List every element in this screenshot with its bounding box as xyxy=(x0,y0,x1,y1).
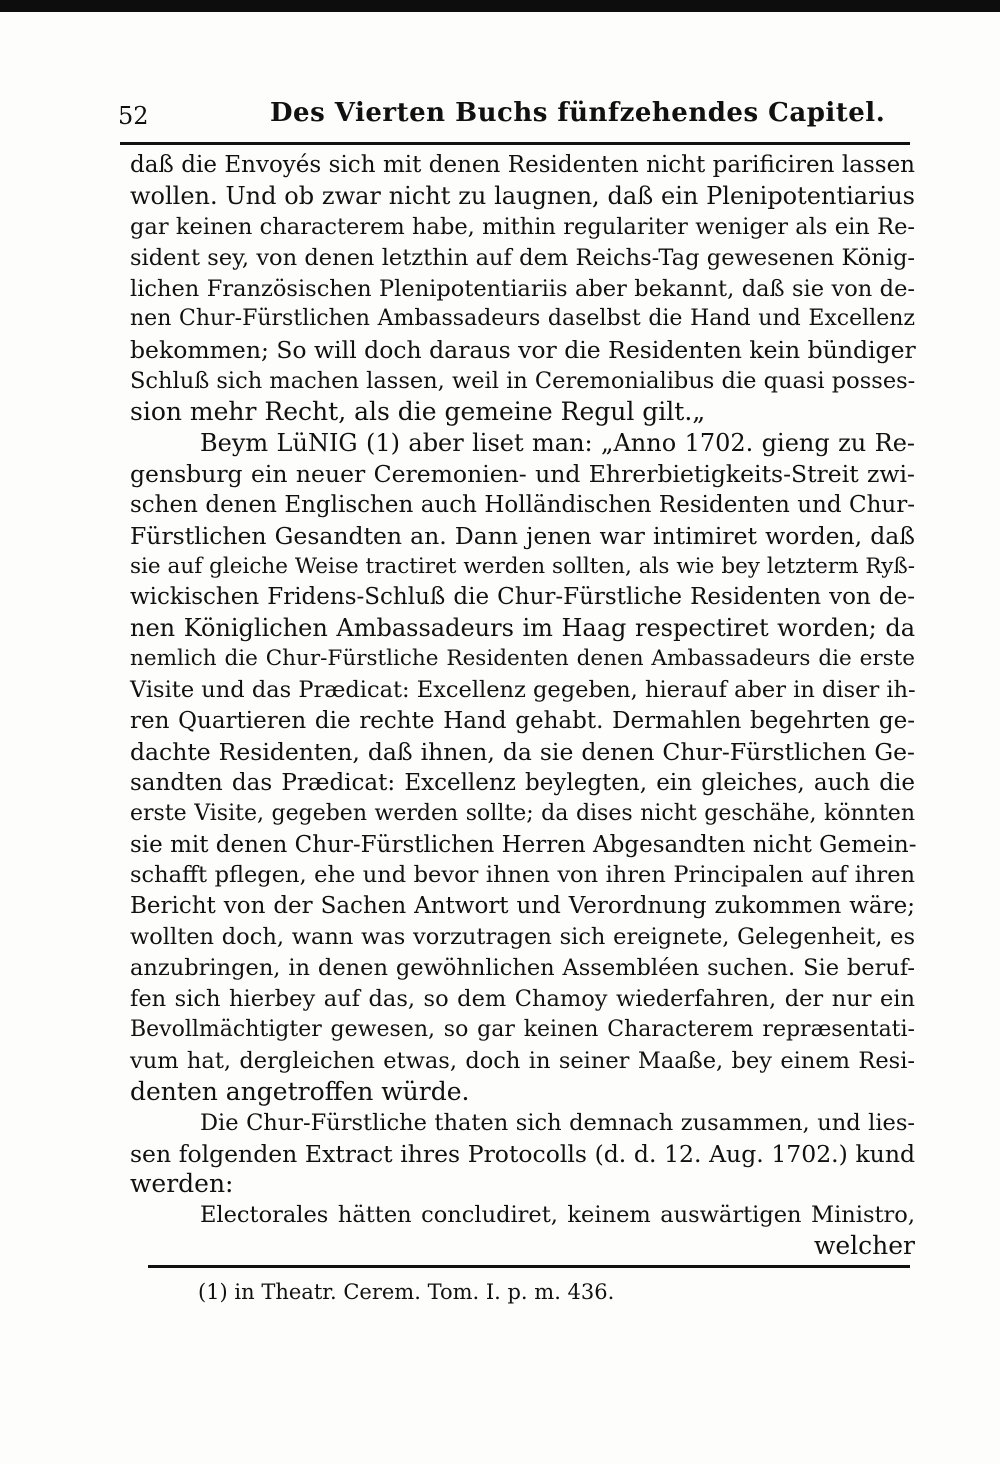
footnote: (1) in Theatr. Cerem. Tom. I. p. m. 436. xyxy=(198,1280,615,1304)
text-line: gar keinen characterem habe, mithin regulariter weniger als ein Re- xyxy=(130,213,915,240)
text-line: ren Quartieren die rechte Hand gehabt. Dermahlen begehrten ge- xyxy=(130,708,915,735)
text-line: Fürstlichen Gesandten an. Dann jenen war intimiret worden, daß xyxy=(130,521,915,550)
text-line: wollten doch, wann was vorzutragen sich ereignete, Gelegenheit, es xyxy=(130,924,915,951)
text-line: gensburg ein neuer Ceremonien- und Ehrerbietigkeits-Streit zwi- xyxy=(130,459,915,488)
text-line: dachte Residenten, daß ihnen, da sie denen Chur-Fürstlichen Ge- xyxy=(130,737,915,766)
text-line: Schluß sich machen lassen, weil in Ceremonialibus die quasi posses- xyxy=(130,368,916,395)
catchword: welcher xyxy=(813,1231,915,1261)
page-number: 52 xyxy=(118,102,149,130)
text-line: bekommen; So will doch daraus vor die Residenten kein bündiger xyxy=(130,336,916,365)
paragraph-start-line: Beym LüNIG (1) aber liset man: „Anno 1702. gieng zu Re- xyxy=(200,429,915,458)
text-line: erste Visite, gegeben werden sollte; da dises nicht geschähe, könnten xyxy=(130,800,915,826)
paragraph-start-line: Electorales hätten concludiret, keinem auswärtigen Ministro, xyxy=(200,1202,915,1229)
text-line: lichen Französischen Plenipotentiariis aber bekannt, daß sie von de- xyxy=(130,275,915,302)
text-line: denten angetroffen würde. xyxy=(130,1076,470,1106)
text-line: schen denen Englischen auch Holländischen Residenten und Chur- xyxy=(130,491,915,518)
text-line: sident sey, von denen letzthin auf dem Reichs-Tag gewesenen König- xyxy=(130,244,915,271)
text-line: nen Chur-Fürstlichen Ambassadeurs daselbst die Hand und Excellenz xyxy=(130,306,915,332)
footnote-rule xyxy=(148,1265,910,1268)
text-line: schafft pflegen, ehe und bevor ihnen von ihren Principalen auf ihren xyxy=(130,862,915,889)
text-line: werden: xyxy=(130,1169,234,1199)
running-head: Des Vierten Buchs fünfzehendes Capitel. xyxy=(270,98,886,128)
text-line: vum hat, dergleichen etwas, doch in seiner Maaße, bey einem Resi- xyxy=(130,1047,915,1074)
text-line: Bericht von der Sachen Antwort und Verordnung zukommen wäre; xyxy=(130,893,915,920)
text-line: sandten das Prædicat: Excellenz beylegten, ein gleiches, auch die xyxy=(130,769,915,796)
page-header xyxy=(118,98,918,138)
text-line: wickischen Fridens-Schluß die Chur-Fürstliche Residenten von de- xyxy=(130,584,915,611)
text-line: daß die Envoyés sich mit denen Residenten nicht parificiren lassen xyxy=(130,152,915,178)
text-line: sion mehr Recht, als die gemeine Regul gilt.„ xyxy=(130,397,706,427)
text-line: sen folgenden Extract ihres Protocolls (d. d. 12. Aug. 1702.) kund xyxy=(130,1139,915,1168)
text-line: nemlich die Chur-Fürstliche Residenten denen Ambassadeurs die erste xyxy=(130,646,915,672)
text-line: anzubringen, in denen gewöhnlichen Assembléen suchen. Sie beruf- xyxy=(130,955,915,982)
text-line: sie auf gleiche Weise tractiret werden sollten, als wie bey letzterm Ryß- xyxy=(130,553,915,579)
header-rule xyxy=(120,142,910,145)
scan-top-border xyxy=(0,0,1000,12)
text-line: Bevollmächtigter gewesen, so gar keinen Characterem repræsentati- xyxy=(130,1016,915,1042)
body-text xyxy=(130,150,915,1262)
text-line: Visite und das Prædicat: Excellenz gegeben, hierauf aber in diser ih- xyxy=(130,677,916,704)
paragraph-start-line: Die Chur-Fürstliche thaten sich demnach zusammen, und lies- xyxy=(200,1109,915,1136)
text-line: wollen. Und ob zwar nicht zu laugnen, daß ein Plenipotentiarius xyxy=(130,181,915,210)
text-line: fen sich hierbey auf das, so dem Chamoy wiederfahren, der nur ein xyxy=(130,986,915,1013)
text-line: sie mit denen Chur-Fürstlichen Herren Abgesandten nicht Gemein- xyxy=(130,831,917,858)
text-line: nen Königlichen Ambassadeurs im Haag respectiret worden; da xyxy=(130,614,915,643)
